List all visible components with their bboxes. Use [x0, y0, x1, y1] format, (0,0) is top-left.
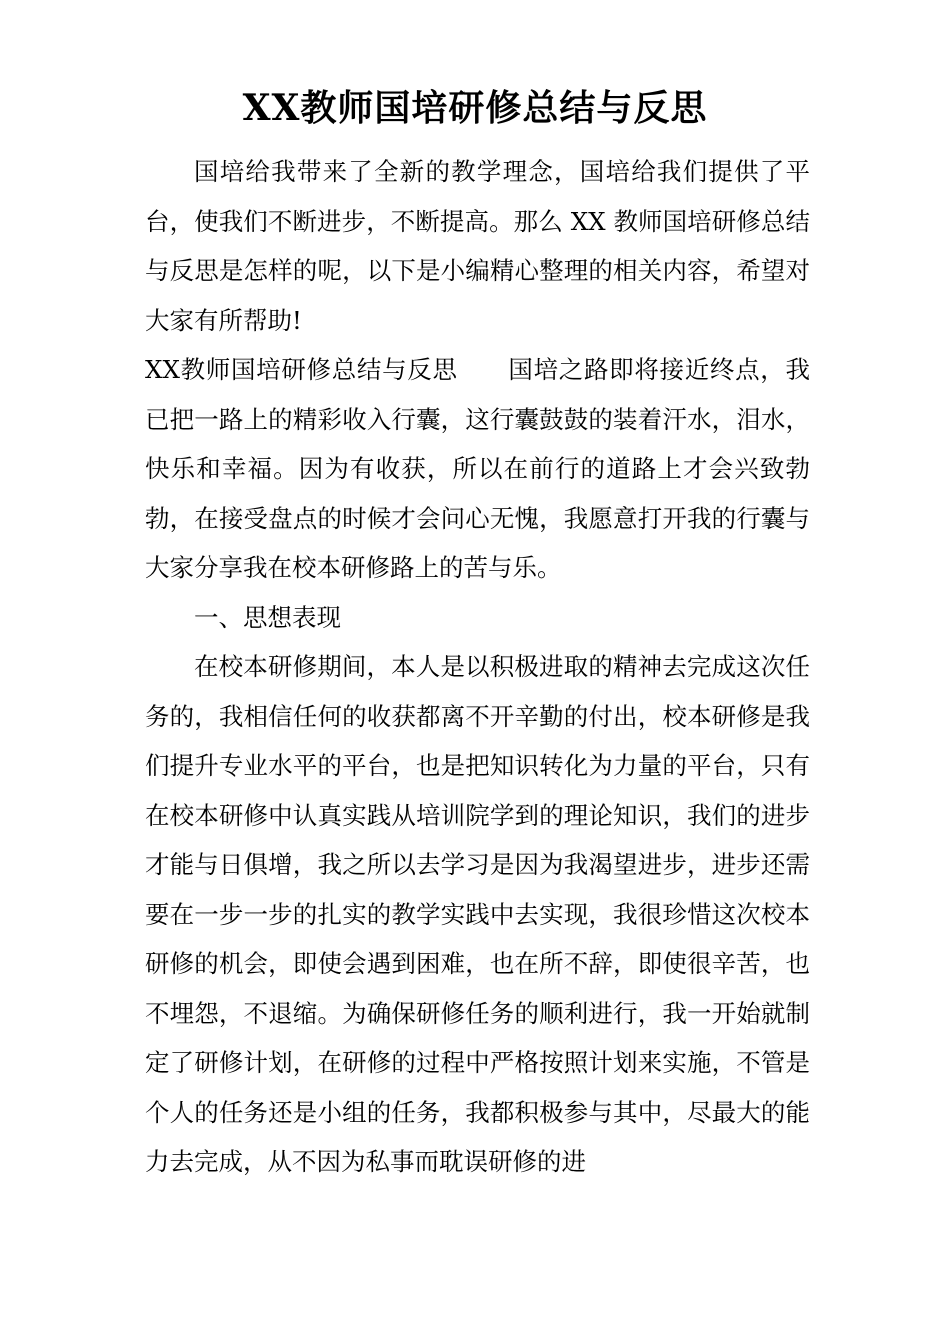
body-paragraph-text: 在校本研修期间，本人是以积极进取的精神去完成这次任务的，我相信任何的收获都离不开辛勤的付出，校本研修是我们提升专业水平的平台，也是把知识转化为力量的平台，只有在校本研修中认真实践从培训院学到的理论知识，我们的进步才能与日俱增，我之所以去学习是因为我渴望进步，进步还需要在一步一步的扎实的教学实践中去实现，我很珍惜这次校本研修的机会，即使会遇到困难，也在所不辞，即使很辛苦，也不埋怨，不退缩。为确保研修任务的顺利进行，我一开始就制定了研修计划，在研修的过程中严格按照计划来实施，不管是个人的任务还是小组的任务，我都积极参与其中，尽最大的能力去完成，从不因为私事而耽误研修的进 — [145, 652, 810, 1176]
intro-paragraph — [145, 147, 810, 345]
subheading — [145, 593, 810, 643]
subheading-text: 一、思想表现 — [194, 603, 341, 632]
section-heading: XX教师国培研修总结与反思 — [145, 355, 458, 384]
body-paragraph — [145, 642, 810, 1187]
intro-text: 国培给我带来了全新的教学理念，国培给我们提供了平台，使我们不断进步，不断提高。那么 XX 教师国培研修总结与反思是怎样的呢，以下是小编精心整理的相关内容，希望对大家有所帮助! — [145, 157, 810, 335]
document-title: XX教师国培研修总结与反思 — [242, 87, 708, 129]
section-paragraph — [145, 345, 810, 593]
section-lead-text: 国培之路即将接近终点，我已把一路上的精彩收入行囊，这行囊鼓鼓的装着汗水，泪水，快乐和幸福。因为有收获，所以在前行的道路上才会兴致勃勃，在接受盘点的时候才会问心无愧，我愿意打开我的行囊与大家分享我在校本研修路上的苦与乐。 — [145, 355, 810, 582]
